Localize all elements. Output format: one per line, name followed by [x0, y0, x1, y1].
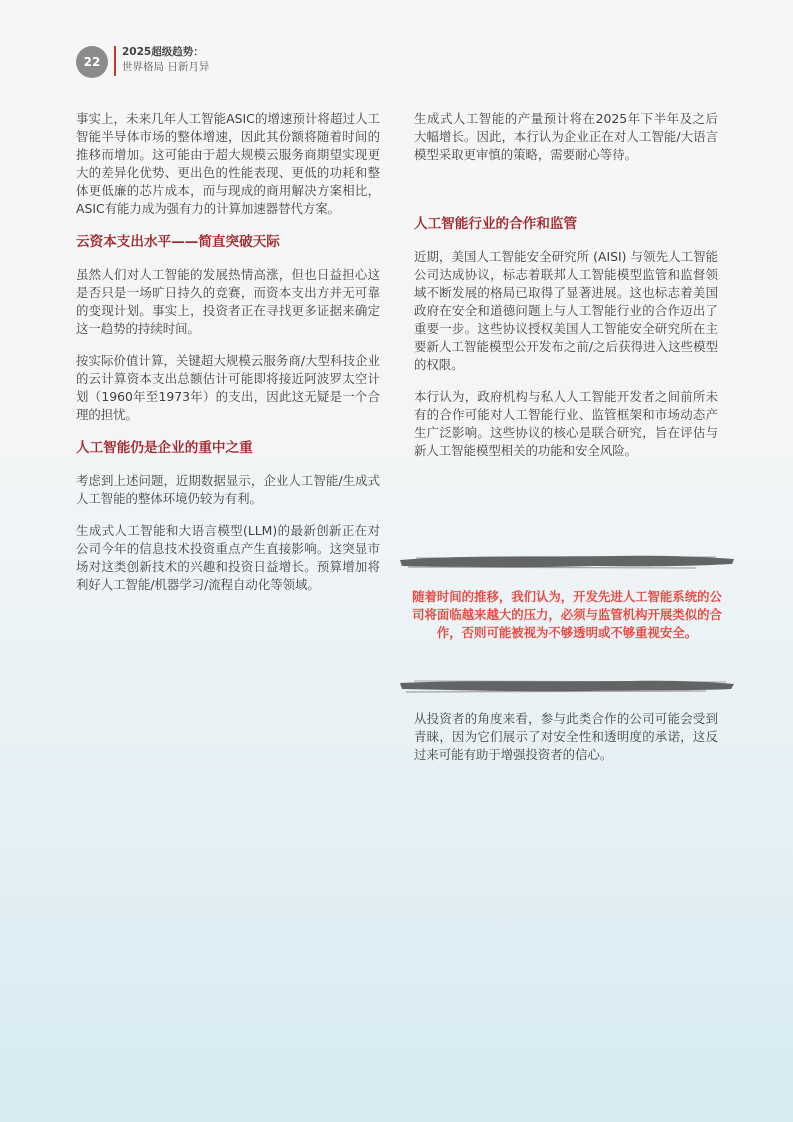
- paragraph: 按实际价值计算，关键超大规模云服务商/大型科技企业的云计算资本支出总额估计可能即将接近阿波罗太空计划（1960年至1973年）的支出，因此这无疑是一个合理的担忧。: [76, 353, 380, 422]
- section-heading: 人工智能行业的合作和监管: [414, 216, 578, 232]
- pull-quote: 随着时间的推移，我们认为，开发先进人工智能系统的公司将面临越来越大的压力，必须与监管机构开展类似的合作，否则可能被视为不够透明或不够重视安全。: [412, 589, 722, 640]
- header-divider: [114, 46, 116, 76]
- section-heading: 人工智能仍是企业的重中之重: [76, 440, 253, 456]
- paragraph: 考虑到上述问题，近期数据显示，企业人工智能/生成式人工智能的整体环境仍较为有利。: [76, 473, 380, 506]
- paragraph: 事实上，未来几年人工智能ASIC的增速预计将超过人工智能半导体市场的整体增速，因此其份额将随着时间的推移而增加。这可能由于超大规模云服务商期望实现更大的差异化优势、更出色的性能表现、更低的功耗和整体更低廉的芯片成本，而与现成的商用解决方案相比，ASIC有能力成为强有力的计算加速器替代方案。: [76, 111, 380, 216]
- paragraph: 本行认为，政府机构与私人人工智能开发者之间前所未有的合作可能对人工智能行业、监管框架和市场动态产生广泛影响。这些协议的核心是联合研究，旨在评估与新人工智能模型相关的功能和安全风险。: [414, 389, 718, 458]
- paragraph: 从投资者的角度来看，参与此类合作的公司可能会受到青睐，因为它们展示了对安全性和透明度的承诺，这反过来可能有助于增强投资者的信心。: [414, 711, 718, 762]
- paragraph: 虽然人们对人工智能的发展热情高涨，但也日益担心这是否只是一场旷日持久的竞赛，而资本支出方并无可靠的变现计划。事实上，投资者正在寻找更多证据来确定这一趋势的持续时间。: [76, 267, 380, 336]
- section-heading: 云资本支出水平——简直突破天际: [76, 234, 280, 250]
- paragraph: 生成式人工智能和大语言模型(LLM)的最新创新正在对公司今年的信息技术投资重点产生直接影响。这突显市场对这类创新技术的兴趣和投资日益增长。预算增加将利好人工智能/机器学习/流程自动化等领域。: [76, 523, 380, 592]
- brush-stroke-divider-top: [396, 551, 738, 573]
- right-column: [414, 110, 718, 474]
- paragraph: 近期，美国人工智能安全研究所 (AISI) 与领先人工智能公司达成协议，标志着联邦人工智能模型监管和监督领域不断发展的格局已取得了显著进展。这也标志着美国政府在安全和道德问题上与人工智能行业的合作迈出了重要一步。这些协议授权美国人工智能安全研究所在主要新人工智能模型公开发布之前/之后获得进入这些模型的权限。: [414, 249, 718, 372]
- running-header-line2: 世界格局 日新月异: [122, 61, 210, 73]
- closing-text: [414, 710, 718, 778]
- left-column: [76, 110, 380, 608]
- brush-stroke-divider-bottom: [396, 675, 738, 697]
- running-header: [122, 45, 209, 75]
- running-header-line1: 2025超级趋势：: [122, 46, 204, 58]
- page-number-badge: 22: [76, 46, 108, 78]
- paragraph: 生成式人工智能的产量预计将在2025年下半年及之后大幅增长。因此，本行认为企业正在对人工智能/大语言模型采取更审慎的策略，需要耐心等待。: [414, 111, 718, 162]
